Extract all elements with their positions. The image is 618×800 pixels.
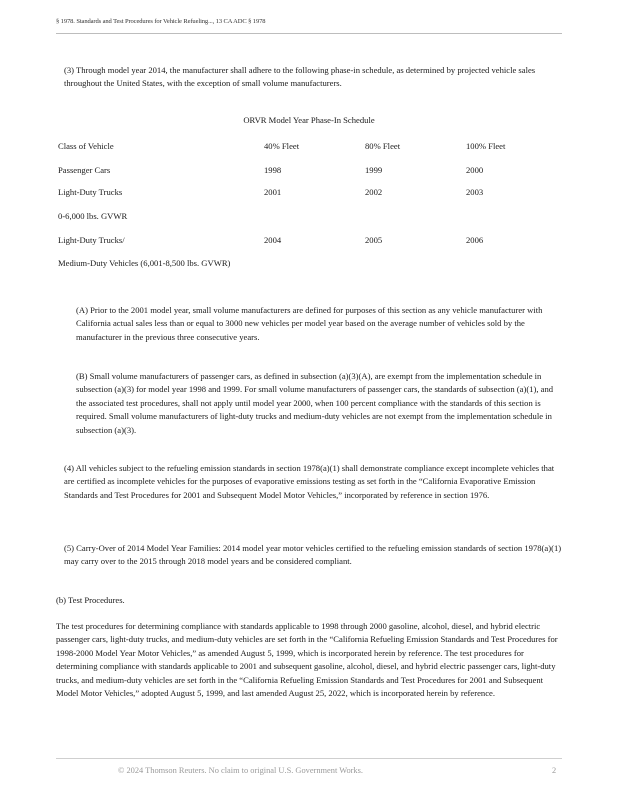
footer-divider	[56, 758, 562, 759]
table-cell: 0-6,000 lbs. GVWR	[58, 211, 128, 221]
page-header-citation: § 1978. Standards and Test Procedures for Vehicle Refueling..., 13 CA ADC § 1978	[56, 18, 266, 25]
table-cell: 2002	[365, 187, 383, 197]
paragraph-a3-A: (A) Prior to the 2001 model year, small volume manufacturers are defined for purposes of this section as any vehicle manufacturer with California actual sales less than or equal to 3000 new vehicles per model year based on the average number of vehicles sold by the manufacturer in the previous three consecutive years.	[76, 305, 543, 342]
paragraph-a3-B: (B) Small volume manufacturers of passenger cars, as defined in subsection (a)(3)(A), are exempt from the implementation schedule in subsection (a)(3) for model year 1998 and 1999. For small volume manufacturers of passenger cars, the standards of subsection (a)(1), and the associated test procedures, shall not apply until model year 2000, when 100 percent compliance with the standards of this section is required. Small volume manufacturers of light-duty trucks and medium-duty vehicles are not exempt from the implementation schedule in subsection (a)(3).	[76, 371, 554, 435]
header-divider	[56, 33, 562, 34]
table-cell: 2006	[466, 235, 484, 245]
table-cell: Light-Duty Trucks	[58, 187, 123, 197]
table-cell: 2004	[264, 235, 282, 245]
table-cell: Light-Duty Trucks/	[58, 235, 125, 245]
section-b-heading: (b) Test Procedures.	[56, 595, 125, 605]
table-cell: 1998	[264, 165, 282, 175]
table-cell: 2005	[365, 235, 383, 245]
table-header-class: Class of Vehicle	[58, 141, 114, 151]
table-header-40: 40% Fleet	[264, 141, 300, 151]
table-cell: Medium-Duty Vehicles (6,001-8,500 lbs. GVWR)	[58, 258, 231, 268]
page-number: 2	[552, 766, 557, 775]
table-header-80: 80% Fleet	[365, 141, 401, 151]
table-cell: 2000	[466, 165, 484, 175]
paragraph-a3: (3) Through model year 2014, the manufacturer shall adhere to the following phase-in schedule, as determined by projected vehicle sales throughout the United States, with the exception of small volume manufacturers.	[64, 65, 536, 89]
table-cell: 1999	[365, 165, 383, 175]
table-header-100: 100% Fleet	[466, 141, 506, 151]
paragraph-a5: (5) Carry-Over of 2014 Model Year Families: 2014 model year motor vehicles certified to the refueling emission standards of section 1978(a)(1) may carry over to the 2015 through 2018 model years and be considered compliant.	[64, 543, 562, 567]
paragraph-a4: (4) All vehicles subject to the refueling emission standards in section 1978(a)(1) shall demonstrate compliance except incomplete vehicles that are certified as incomplete vehicles for the purposes of evaporative emissions testing as set forth in the “California Evaporative Emission Standards and Test Procedures for 2001 and Subsequent Model Motor Vehicles,” incorporated by reference in section 1976.	[64, 463, 555, 500]
table-cell: Passenger Cars	[58, 165, 111, 175]
footer-copyright: © 2024 Thomson Reuters. No claim to original U.S. Government Works.	[118, 766, 363, 775]
table-cell: 2001	[264, 187, 282, 197]
paragraph-b: The test procedures for determining compliance with standards applicable to 1998 through 2000 gasoline, alcohol, diesel, and hybrid electric passenger cars, light-duty trucks, and medium-duty vehicles are set forth in the “California Refueling Emission Standards and Test Procedures for 1998-2000 Model Year Motor Vehicles,” as amended August 5, 1999, which is incorporated herein by reference. The test procedures for determining compliance with standards applicable to 2001 and subsequent gasoline, alcohol, diesel, and hybrid electric passenger cars, light-duty trucks, and medium-duty vehicles are set forth in the “California Refueling Emission Standards and Test Procedures for 2001 and Subsequent Model Motor Vehicles,” adopted August 5, 1999, and last amended August 25, 2022, which is incorporated herein by reference.	[56, 621, 558, 699]
table-cell: 2003	[466, 187, 484, 197]
table-title: ORVR Model Year Phase-In Schedule	[243, 115, 375, 125]
